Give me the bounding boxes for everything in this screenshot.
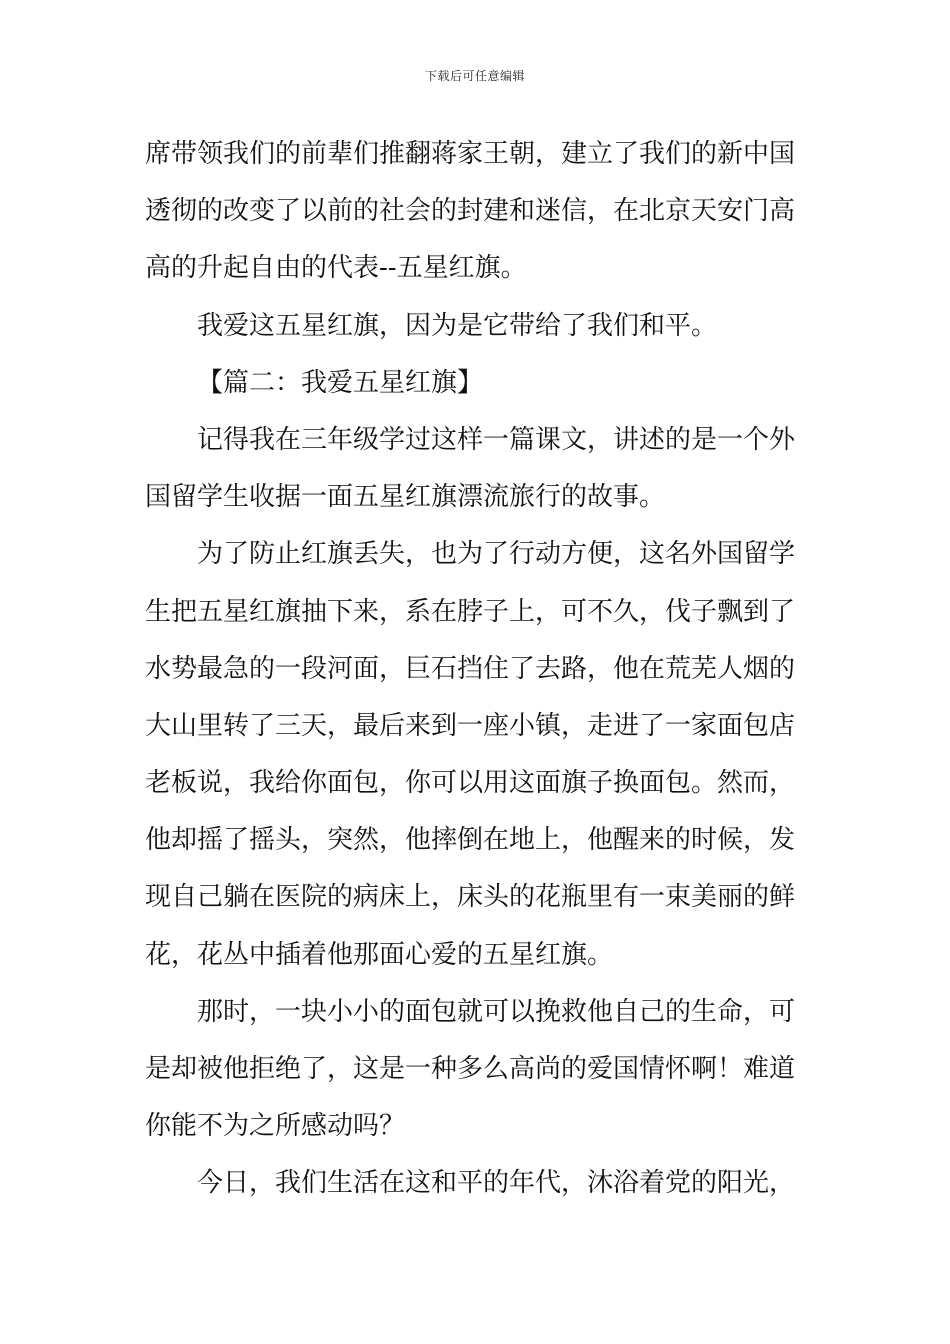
body-line: 大山里转了三天，最后来到一座小镇，走进了一家面包店 [145,710,796,741]
body-line: 高的升起自由的代表--五星红旗。 [145,253,527,284]
body-line: 国留学生收据一面五星红旗漂流旅行的故事。 [145,482,666,513]
document-body [145,126,813,1213]
paragraph-line: 记得我在三年级学过这样一篇课文，讲述的是一个外 [197,424,796,455]
paragraph-line: 那时，一块小小的面包就可以挽救他自己的生命，可 [197,996,796,1027]
body-line: 生把五星红旗抽下来，系在脖子上，可不久，伐子飘到了 [145,596,796,627]
body-line: 花，花丛中插着他那面心爱的五星红旗。 [145,939,614,970]
body-line: 透彻的改变了以前的社会的封建和迷信，在北京天安门高 [145,196,796,227]
body-line: 你能不为之所感动吗？ [145,1111,406,1142]
body-line: 老板说，我给你面包，你可以用这面旗子换面包。然而， [145,768,796,799]
paragraph-line: 为了防止红旗丢失，也为了行动方便，这名外国留学 [197,539,796,570]
body-line: 水势最急的一段河面，巨石挡住了去路，他在荒芜人烟的 [145,653,796,684]
body-line: 是却被他拒绝了，这是一种多么高尚的爱国情怀啊！难道 [145,1054,796,1084]
paragraph-line: 今日，我们生活在这和平的年代，沐浴着党的阳光， [197,1168,796,1199]
body-line: 现自己躺在医院的病床上，床头的花瓶里有一束美丽的鲜 [145,882,796,913]
body-line: 席带领我们的前辈们推翻蒋家王朝，建立了我们的新中国 [145,139,796,169]
body-line: 他却摇了摇头，突然，他摔倒在地上，他醒来的时候，发 [145,825,796,856]
section-heading: 【篇二：我爱五星红旗】 [197,367,484,398]
page-header: 下载后可任意编辑 [424,69,525,83]
paragraph-line: 我爱这五星红旗，因为是它带给了我们和平。 [197,310,718,341]
